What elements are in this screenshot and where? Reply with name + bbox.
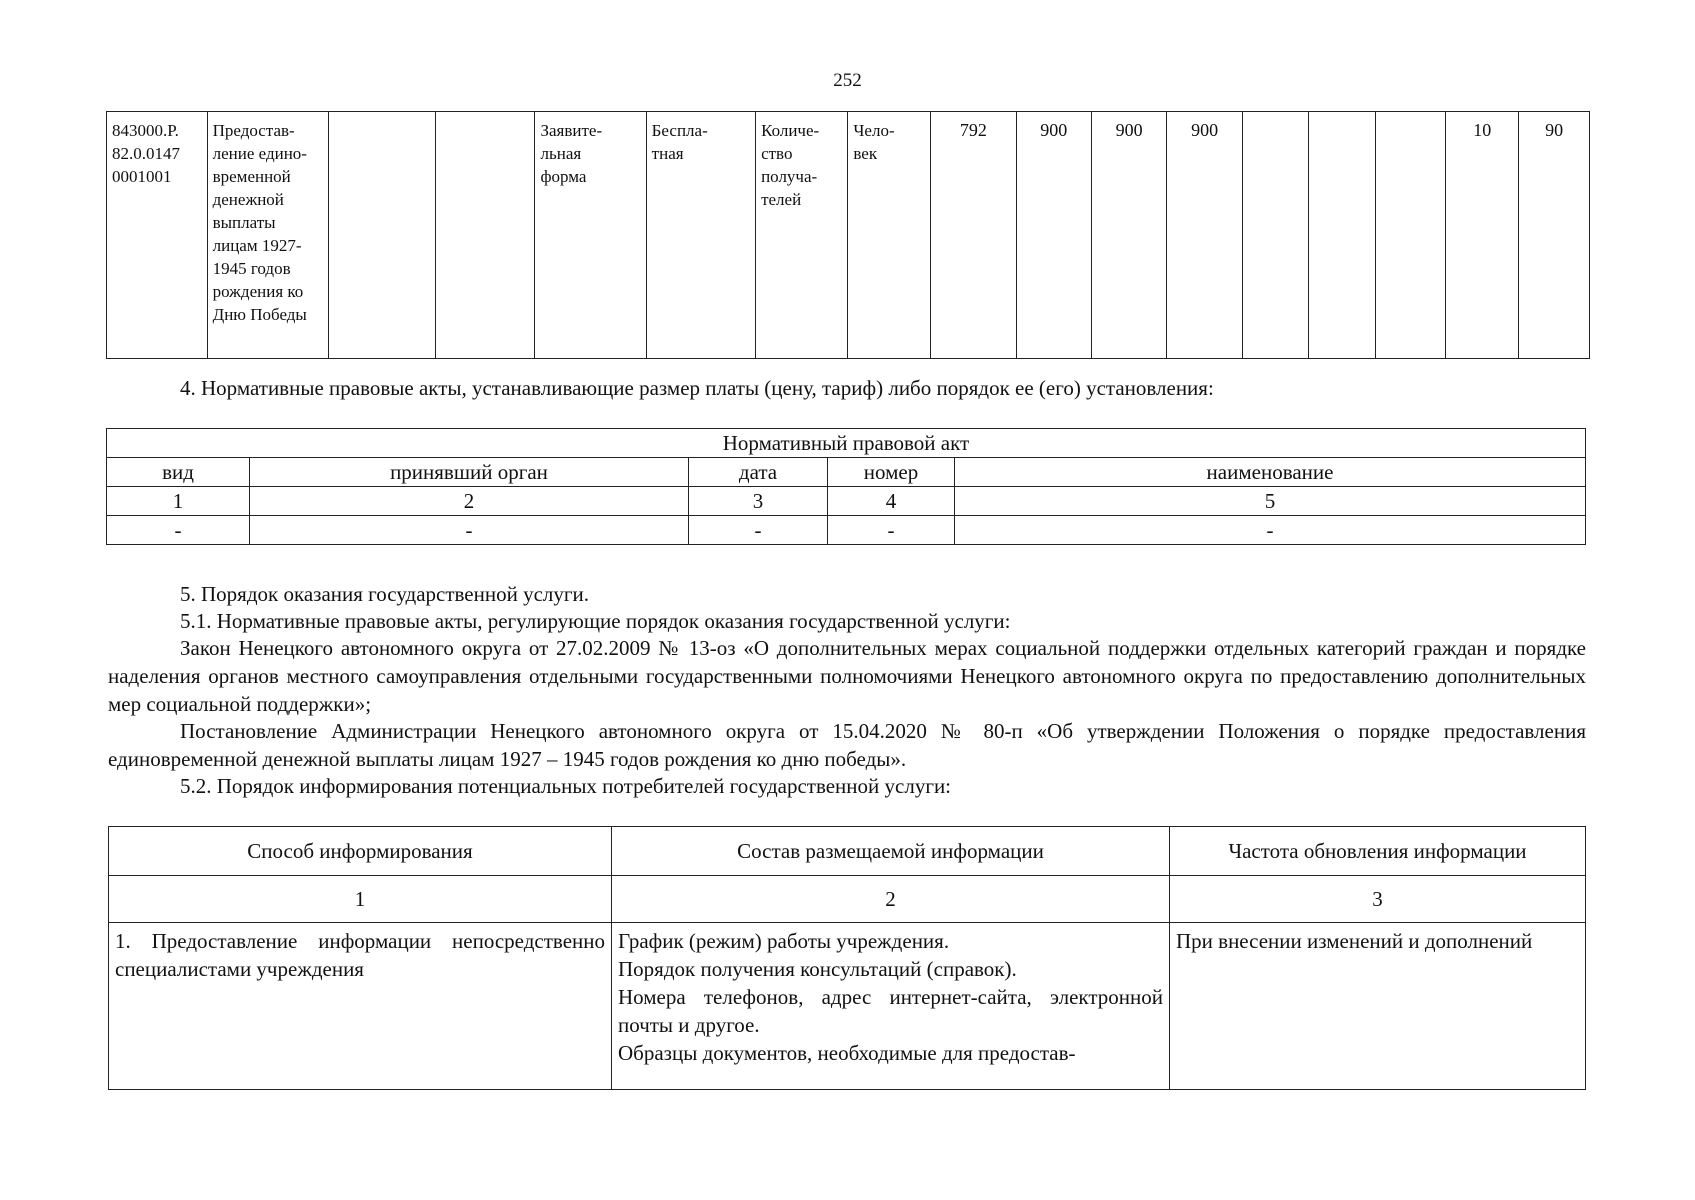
- table-cell: [1167, 112, 1242, 359]
- table-cell: [1016, 112, 1091, 359]
- value-year-2: 900: [1115, 120, 1143, 140]
- column-header: Состав размещаемой информации: [612, 827, 1170, 876]
- column-header: вид: [107, 458, 250, 487]
- information-content-cell: [612, 923, 1170, 1090]
- table-cell: [756, 112, 848, 359]
- table-row: [107, 516, 1586, 545]
- table-header-row: [107, 458, 1586, 487]
- table-title-cell: Нормативный правовой акт: [107, 429, 1586, 458]
- table-cell: [1309, 112, 1376, 359]
- column-header: наименование: [955, 458, 1586, 487]
- column-index: 4: [828, 487, 955, 516]
- informing-methods-table: [108, 826, 1586, 1090]
- update-frequency-cell: При внесении изменений и дополнений: [1170, 923, 1586, 1090]
- table-cell: -: [955, 516, 1586, 545]
- service-form: Заявите- льная форма: [540, 121, 603, 186]
- column-index: 3: [1170, 876, 1586, 923]
- column-header: дата: [689, 458, 828, 487]
- table-row: [107, 487, 1586, 516]
- table-cell: -: [107, 516, 250, 545]
- table-cell: [848, 112, 931, 359]
- content-line: График (режим) работы учреждения.: [618, 929, 950, 953]
- column-header: Частота обновления информации: [1170, 827, 1586, 876]
- table-cell: -: [689, 516, 828, 545]
- table-cell: [1091, 112, 1166, 359]
- value-year-1: 900: [1040, 120, 1068, 140]
- table-cell: [207, 112, 328, 359]
- column-index: 2: [612, 876, 1170, 923]
- legal-acts-table: [106, 428, 1586, 545]
- column-index: 5: [955, 487, 1586, 516]
- table-cell: [328, 112, 435, 359]
- payment-type: Беспла- тная: [651, 121, 708, 163]
- value-year-3: 900: [1191, 120, 1219, 140]
- column-index: 2: [250, 487, 689, 516]
- table-cell: -: [828, 516, 955, 545]
- service-code: 843000.Р. 82.0.0147 0001001: [112, 121, 180, 186]
- table-cell: [535, 112, 646, 359]
- column-header: принявший орган: [250, 458, 689, 487]
- okei-code: 792: [959, 120, 987, 140]
- table-cell: [1376, 112, 1446, 359]
- content-line: Порядок получения консультаций (справок).: [618, 957, 1017, 981]
- section-5-heading: 5. Порядок оказания государственной услуги.: [180, 582, 589, 606]
- table-cell: [931, 112, 1016, 359]
- column-index: 1: [109, 876, 612, 923]
- table-cell: [1242, 112, 1309, 359]
- table-cell: [1519, 112, 1590, 359]
- table-header-row: [109, 827, 1586, 876]
- table-cell: [1446, 112, 1519, 359]
- section-5-2-heading: 5.2. Порядок информирования потенциальных потребителей государственной услуги:: [180, 774, 952, 798]
- table-cell: [436, 112, 535, 359]
- column-index: 3: [689, 487, 828, 516]
- table-cell: [646, 112, 755, 359]
- informing-method-cell: 1. Предоставление информации непосредственно специалистами учреждения: [109, 923, 612, 1090]
- table-row: [107, 112, 1590, 359]
- deviation-absolute: 90: [1545, 120, 1564, 140]
- page-number: 252: [833, 70, 862, 91]
- table-row: [107, 429, 1586, 458]
- indicator-name: Количе- ство получа- телей: [761, 121, 820, 209]
- table-row: [109, 876, 1586, 923]
- section-4-heading: 4. Нормативные правовые акты, устанавливающие размер платы (цену, тариф) либо порядок ее (его) установления:: [180, 376, 1214, 400]
- table-cell: [107, 112, 208, 359]
- table-cell: -: [250, 516, 689, 545]
- service-name: Предостав- ление едино- временной денежной выплаты лицам 1927- 1945 годов рождения ко Дню Победы: [212, 121, 307, 324]
- content-line: Образцы документов, необходимые для предостав-: [618, 1041, 1076, 1065]
- law-paragraph: Закон Ненецкого автономного округа от 27.02.2009 № 13-оз «О дополнительных мерах социальной поддержки отдельных категорий граждан и порядке наделения органов местного самоуправления отдельными государственными полномочиями Ненецкого автономного округа по предоставлению дополнительных мер социальной поддержки»;: [108, 636, 1586, 716]
- unit-name: Чело- век: [853, 121, 895, 163]
- section-5-1-heading: 5.1. Нормативные правовые акты, регулирующие порядок оказания государственной услуги:: [180, 609, 1011, 633]
- column-header: номер: [828, 458, 955, 487]
- table-row: [109, 923, 1586, 1090]
- content-line: Номера телефонов, адрес интернет-сайта, электронной почты и другое.: [618, 985, 1163, 1037]
- column-index: 1: [107, 487, 250, 516]
- column-header: Способ информирования: [109, 827, 612, 876]
- resolution-paragraph: Постановление Администрации Ненецкого автономного округа от 15.04.2020 № 80-п «Об утверждении Положения о порядке предоставления единовременной денежной выплаты лицам 1927 – 1945 годов рождения ко дню победы».: [108, 719, 1586, 771]
- deviation-percent: 10: [1473, 120, 1492, 140]
- service-indicators-table: [106, 111, 1590, 359]
